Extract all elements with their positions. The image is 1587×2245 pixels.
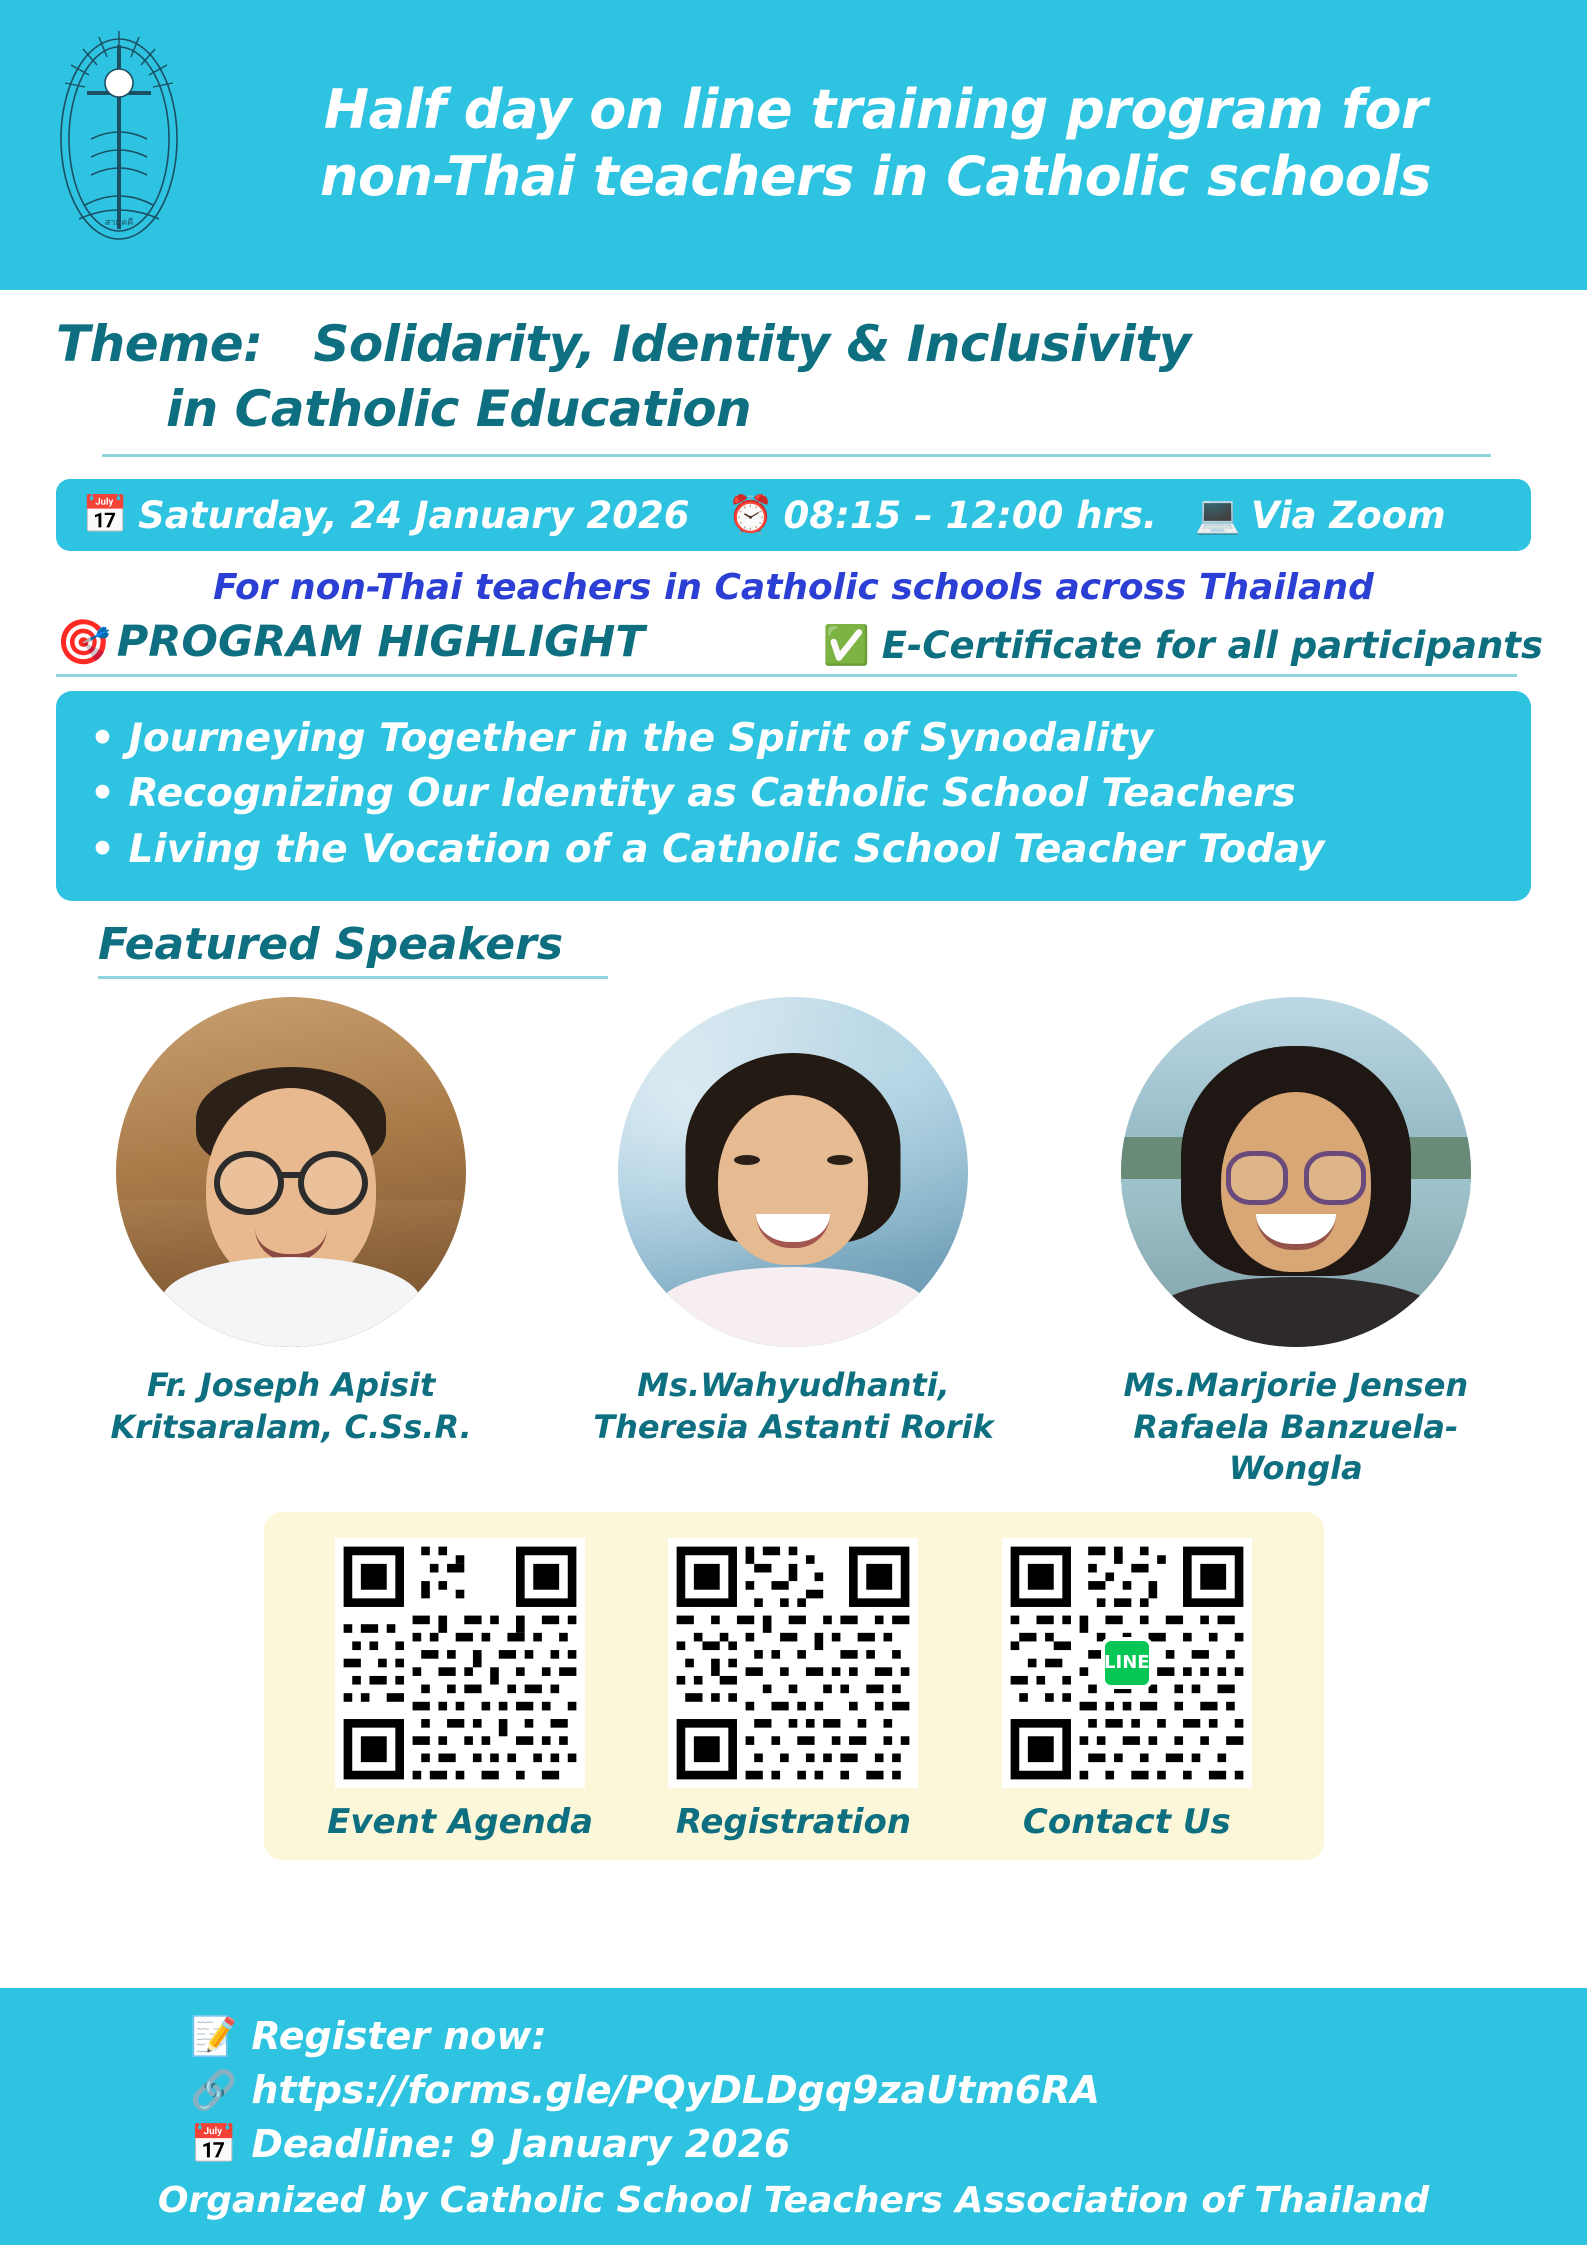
list-item: • Recognizing Our Identity as Catholic School Teachers bbox=[90, 771, 1296, 817]
registration-link[interactable]: https://forms.gle/PQyDLDgq9zaUtm6RA bbox=[251, 2068, 1100, 2113]
speaker-name bbox=[573, 1365, 1013, 1448]
theme-line-2: in Catholic Education bbox=[166, 380, 752, 438]
program-highlight-list bbox=[56, 691, 1531, 901]
theme-divider bbox=[102, 454, 1491, 457]
title-line-1: Half day on line training program for bbox=[323, 77, 1428, 141]
speaker-card bbox=[71, 997, 511, 1448]
speaker-name-line-1: Fr. Joseph Apisit bbox=[147, 1366, 436, 1405]
qr-label: Contact Us bbox=[1022, 1801, 1231, 1842]
register-now-line bbox=[60, 2010, 1527, 2064]
speaker-name-line-2: Theresia Astanti Rorik bbox=[593, 1407, 994, 1446]
qr-event-agenda-icon[interactable] bbox=[335, 1538, 585, 1788]
speaker-name bbox=[71, 1365, 511, 1448]
featured-speakers-title: Featured Speakers bbox=[98, 919, 564, 971]
event-platform: Via Zoom bbox=[1250, 493, 1446, 537]
svg-text:สามัคคี: สามัคคี bbox=[104, 218, 134, 228]
title-line-2: non-Thai teachers in Catholic schools bbox=[320, 145, 1431, 208]
speaker-name bbox=[1076, 1365, 1516, 1490]
clock-icon: ⏰ bbox=[727, 493, 774, 536]
qr-contact-us-icon[interactable] bbox=[1002, 1538, 1252, 1788]
qr-item-registration[interactable] bbox=[643, 1538, 943, 1842]
memo-icon: 📝 bbox=[190, 2014, 238, 2059]
speaker-name-line-2: Rafaela Banzuela-Wongla bbox=[1133, 1407, 1459, 1488]
registration-link-line[interactable] bbox=[60, 2064, 1527, 2118]
event-details-bar bbox=[56, 479, 1531, 551]
qr-label: Registration bbox=[675, 1801, 912, 1842]
cstat-emblem-icon bbox=[24, 18, 214, 268]
deadline-line bbox=[60, 2118, 1527, 2172]
target-icon: 🎯 bbox=[56, 617, 111, 668]
theme-text-1: Solidarity, Identity & Inclusivity bbox=[313, 315, 1191, 373]
theme-line-1 bbox=[56, 312, 1531, 377]
theme-label: Theme: bbox=[56, 315, 263, 373]
register-now-label: Register now: bbox=[251, 2014, 547, 2059]
program-highlight-divider bbox=[56, 674, 1517, 677]
theme-section bbox=[0, 290, 1587, 461]
qr-label: Event Agenda bbox=[327, 1801, 594, 1842]
program-highlight-title: PROGRAM HIGHLIGHT bbox=[116, 617, 645, 667]
calendar-icon: 📅 bbox=[190, 2122, 238, 2167]
speaker-name-line-2: Kritsaralam, C.Ss.R. bbox=[110, 1407, 472, 1446]
speaker-card bbox=[1076, 997, 1516, 1490]
speaker-name-line-1: Ms.Wahyudhanti, bbox=[637, 1366, 950, 1405]
link-icon: 🔗 bbox=[190, 2068, 238, 2113]
speaker-photo-1 bbox=[116, 997, 466, 1347]
qr-code-panel bbox=[264, 1512, 1324, 1860]
line-app-icon: LINE bbox=[1101, 1637, 1153, 1689]
calendar-icon: 📅 bbox=[82, 493, 129, 536]
speaker-photo-2 bbox=[618, 997, 968, 1347]
program-highlight-header bbox=[0, 608, 1587, 668]
qr-item-contact[interactable] bbox=[977, 1538, 1277, 1842]
poster-footer bbox=[0, 1988, 1587, 2245]
speaker-name-line-1: Ms.Marjorie Jensen bbox=[1123, 1366, 1469, 1405]
event-date: Saturday, 24 January 2026 bbox=[138, 493, 690, 537]
audience-line: For non-Thai teachers in Catholic schools across Thailand bbox=[213, 567, 1374, 608]
page-title bbox=[214, 76, 1557, 211]
qr-item-agenda[interactable] bbox=[310, 1538, 610, 1842]
certificate-note: E-Certificate for all participants bbox=[881, 624, 1543, 667]
qr-registration-icon[interactable] bbox=[668, 1538, 918, 1788]
featured-speakers-divider bbox=[98, 976, 608, 979]
check-icon: ✅ bbox=[822, 623, 870, 667]
list-item: • Living the Vocation of a Catholic School Teacher Today bbox=[90, 826, 1325, 872]
deadline-text: Deadline: 9 January 2026 bbox=[251, 2122, 791, 2167]
event-time: 08:15 – 12:00 hrs. bbox=[783, 493, 1157, 537]
poster-header bbox=[0, 0, 1587, 290]
speaker-photo-3 bbox=[1121, 997, 1471, 1347]
speaker-card bbox=[573, 997, 1013, 1448]
laptop-icon: 💻 bbox=[1194, 493, 1241, 536]
speakers-row bbox=[40, 997, 1547, 1490]
list-item: • Journeying Together in the Spirit of Synodality bbox=[90, 716, 1154, 761]
organizer-text: Organized by Catholic School Teachers Association of Thailand bbox=[157, 2180, 1430, 2221]
